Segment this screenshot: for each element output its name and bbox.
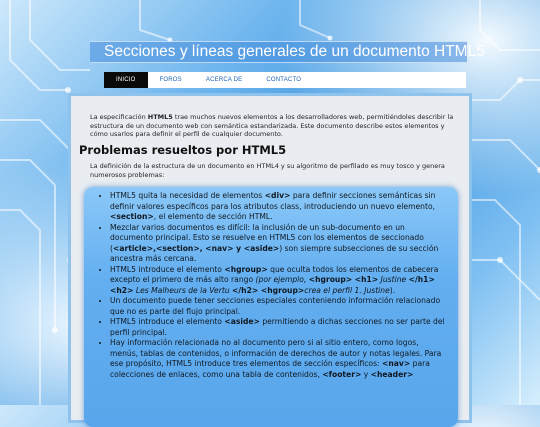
intro-text-2: trae muchos nuevos elementos a los desarrolladores web, permitiéndoles describir la estructura de un documento web con semántica estandarizada. Este documento describe estos elementos y cómo usarlos para definir el perfil de cualquier documento. <box>90 113 454 138</box>
site-title-bar <box>90 41 485 63</box>
list-item: • Mezclar varios documentos es difícil: la inclusión de un sub-documento en un documento principal. Esto se resuelve en HTML5 con los elementos de seccionado (<article>,<section>, <nav> y <aside>) son siempre subsecciones de su sección ancestra más cercana. <box>110 223 448 265</box>
main-nav <box>104 72 466 88</box>
intro-strong: HTML5 <box>147 113 173 121</box>
main-content <box>68 93 472 423</box>
intro-text-1: La especificación <box>90 113 148 121</box>
nav-item-foros[interactable]: FOROS <box>159 77 182 83</box>
nav-item-contacto[interactable]: CONTACTO <box>266 77 302 83</box>
list-item: • HTML5 quita la necesidad de elementos <div> para definir secciones semánticas sin definir valores específicos para los atributos class, introduciendo un nuevo elemento, <section>, el elemento de sección HTML. <box>110 191 448 223</box>
section-heading: Problemas resueltos por HTML5 <box>79 143 287 157</box>
site-title: Secciones y líneas generales de un documento HTML5 <box>104 43 485 60</box>
problems-list <box>98 191 448 380</box>
problems-list-box <box>84 187 458 427</box>
list-item: • Hay información relacionada no al documento pero si al sitio entero, como logos, menús, tablas de contenidos, o información de derechos de autor y notas legales. Para ese propósito, HTML5 introduce tres elementos de sección específicos: <nav> para colecciones de enlaces, como una tabla de contenidos, <footer> y <header> <box>110 338 448 380</box>
list-item: • HTML5 introduce el elemento <aside> permitiendo a dichas secciones no ser parte del perfil principal. <box>110 317 448 338</box>
section-paragraph: La definición de la estructura de un documento en HTML4 y su algoritmo de perfilado es muy tosco y genera numerosos problemas: <box>90 162 445 179</box>
intro-paragraph <box>90 113 458 139</box>
nav-item-acerca-de[interactable]: ACERCA DE <box>205 77 243 83</box>
list-item: • HTML5 introduce el elemento <hgroup> que oculta todos los elementos de cabecera excepto el primero de más alto rango (por ejemplo, <hgroup> <h1> Justine </h1> <h2> Les Malheurs de la Vertu </h2> <hgroup>crea el perfil 1. Justine). <box>110 265 448 297</box>
nav-item-inicio[interactable]: INICIO <box>104 72 148 88</box>
list-item: • Un documento puede tener secciones especiales conteniendo información relacionado que no es parte del flujo principal. <box>110 296 448 317</box>
